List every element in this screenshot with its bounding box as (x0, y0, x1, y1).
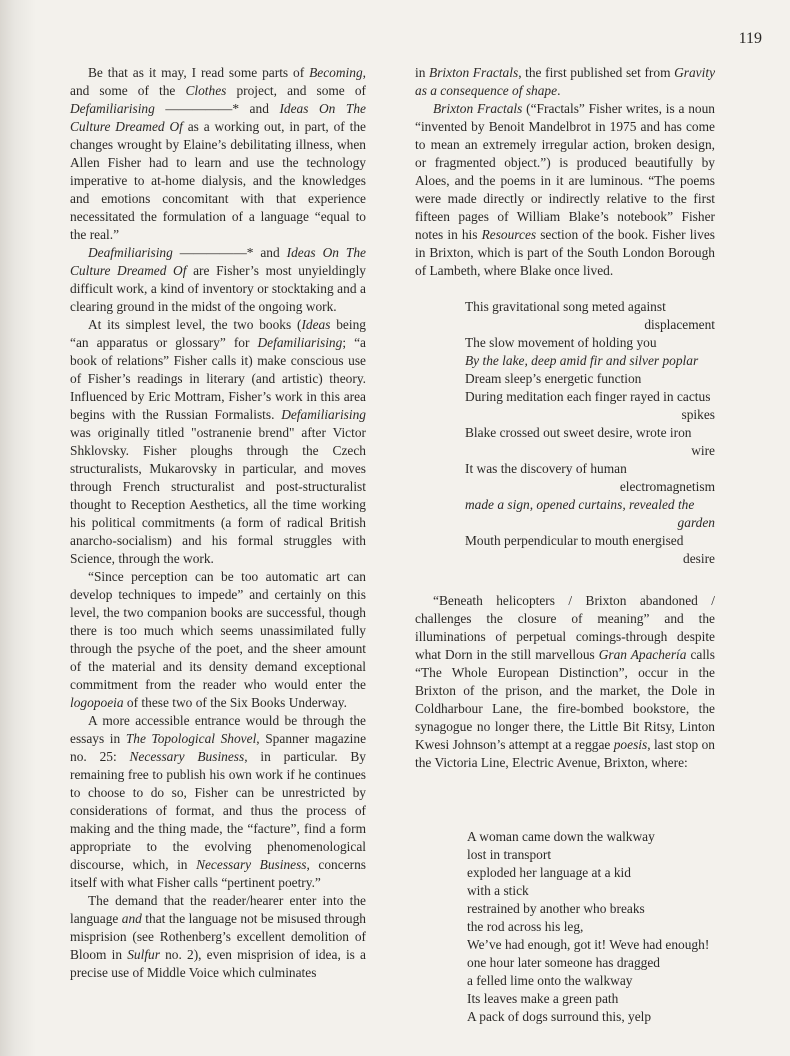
paragraph-becoming: Be that as it may, I read some parts of Becoming, and some of the Clothes project, and some of Defamiliarising —————* and Ideas On The Culture Dreamed Of as a working out, in part, of the changes wrought by Elaine’s debilitating illness, when Allen Fisher had to learn and use the technology imperative to at-home dialysis, and the knowledges and emotions concomitant with that experience necessitated the formulation of a language “equal to the real.” (70, 65, 367, 242)
poem-line: displacement (644, 317, 715, 332)
poem-line: The slow movement of holding you (465, 335, 657, 350)
poem-line: desire (683, 551, 715, 566)
poem-line: garden (677, 515, 715, 530)
poem-line: Mouth perpendicular to mouth energised (465, 533, 684, 548)
paragraph-simplest-level: At its simplest level, the two books (Ideas being “an apparatus or glossary” for Defamiliarising; “a book of relations” Fisher calls it) make conscious use of Fisher’s readings in literary (and artistic) theory. Influenced by Eric Mottram, Fisher’s work in this area begins with the Russian Formalists. Defamiliarising was originally titled "ostranenie brend" after Victor Shklovsky. Fisher ploughs through the Czech structuralists, Mukarovsky in particular, and moves through French structuralist and post-structuralist thought to Reception Aesthetics, all the time working his political commitments (a form of radical British anarcho-socialism) and his formal struggles with Science, through the work. (70, 317, 366, 566)
poem-line: During meditation each finger rayed in cactus (465, 389, 711, 404)
paragraph-brixton-fractals: Brixton Fractals (“Fractals” Fisher writes, is a noun “invented by Benoit Mandelbrot in 1975 and has come to mean an extremely irregular action, broken design, or fragmented object.”) is produced beautifully by Aloes, and the poems in it are luminous. “The poems were made directly or indirectly relative to the first fifteen pages of William Blake’s notebook” Fisher notes in his Resources section of the book. Fisher lives in Brixton, which is part of the South London Borough of Lambeth, where Blake once lived. (415, 101, 716, 278)
poem-line: spikes (681, 407, 715, 422)
poem-line: electromagnetism (619, 479, 715, 494)
poem-line: made a sign, opened curtains, revealed the (465, 497, 695, 512)
poem-line: restrained by another who breaks (467, 901, 645, 916)
poem-line: Blake crossed out sweet desire, wrote iron (465, 425, 692, 440)
paragraph-accessible-entrance: A more accessible entrance would be through the essays in The Topological Shovel, Spanner magazine no. 25: Necessary Business, in particular. By remaining free to publish his own work if he continues to choose to do so, Fisher can be unrestricted by considerations of format, and thus the process of making and the thing made, the “facture”, find a form appropriate to the evolving phenomenological discourse, which, in Necessary Business, concerns itself with what Fisher calls “pertinent poetry.” (70, 713, 367, 890)
right-column (415, 64, 715, 1026)
poem-excerpt-walkway (467, 828, 715, 1026)
book-gutter-shadow (0, 0, 36, 1056)
left-column (70, 64, 366, 982)
poem-line: lost in transport (467, 847, 552, 862)
paragraph-perception: “Since perception can be too automatic art can develop techniques to impede” and certainly on this level, the two companion books are successful, though there is too much which seems unassimilated fully through the psyche of the poet, and the sheer amount of the material and its density demand exceptional commitment from the reader who would enter the logopoeia of these two of the Six Books Underway. (70, 569, 366, 710)
poem-line: By the lake, deep amid fir and silver poplar (465, 353, 699, 368)
poem-line: A woman came down the walkway (467, 829, 655, 844)
page-number: 119 (738, 30, 762, 47)
poem-line: A pack of dogs surround this, yelp (467, 1009, 652, 1024)
paragraph-brixton-continued: in Brixton Fractals, the first published set from Gravity as a consequence of shape. (415, 65, 716, 98)
poem-line: Its leaves make a green path (467, 991, 619, 1006)
poem-line: a felled lime onto the walkway (467, 973, 633, 988)
poem-line: wire (691, 443, 715, 458)
poem-line: the rod across his leg, (467, 919, 584, 934)
poem-line: Dream sleep’s energetic function (465, 371, 642, 386)
poem-line: with a stick (467, 883, 529, 898)
poem-excerpt-gravitational-song (465, 298, 715, 568)
poem-line: This gravitational song meted against (465, 299, 666, 314)
poem-line: We’ve had enough, got it! Weve had enough! (467, 937, 710, 952)
poem-line: exploded her language at a kid (467, 865, 631, 880)
paragraph-reader-demand: The demand that the reader/hearer enter into the language and that the language not be misused through misprision (see Rothenberg’s excellent demolition of Bloom in Sulfur no. 2), even misprision of idea, is a precise use of Middle Voice which culminates (70, 893, 366, 980)
paragraph-defamiliarising: Deafmiliarising —————* and Ideas On The Culture Dreamed Of are Fisher’s most unyieldingly difficult work, a kind of inventory or stocktaking and a clearing ground in the midst of the ongoing work. (70, 245, 366, 314)
poem-line: one hour later someone has dragged (467, 955, 660, 970)
paragraph-beneath-helicopters: “Beneath helicopters / Brixton abandoned / challenges the closure of meaning” and the illuminations of perpetual comings-through despite what Dorn in the still marvellous Gran Apachería calls “The Whole European Distinction”, occur in the Brixton of the prison, and the market, the Dole in Coldharbour Lane, the fire-bombed bookstore, the synagogue no longer there, the Little Bit Ritsy, Linton Kwesi Johnson’s attempt at a reggae poesis, last stop on the Victoria Line, Electric Avenue, Brixton, where: (415, 593, 715, 770)
poem-line: It was the discovery of human (465, 461, 627, 476)
